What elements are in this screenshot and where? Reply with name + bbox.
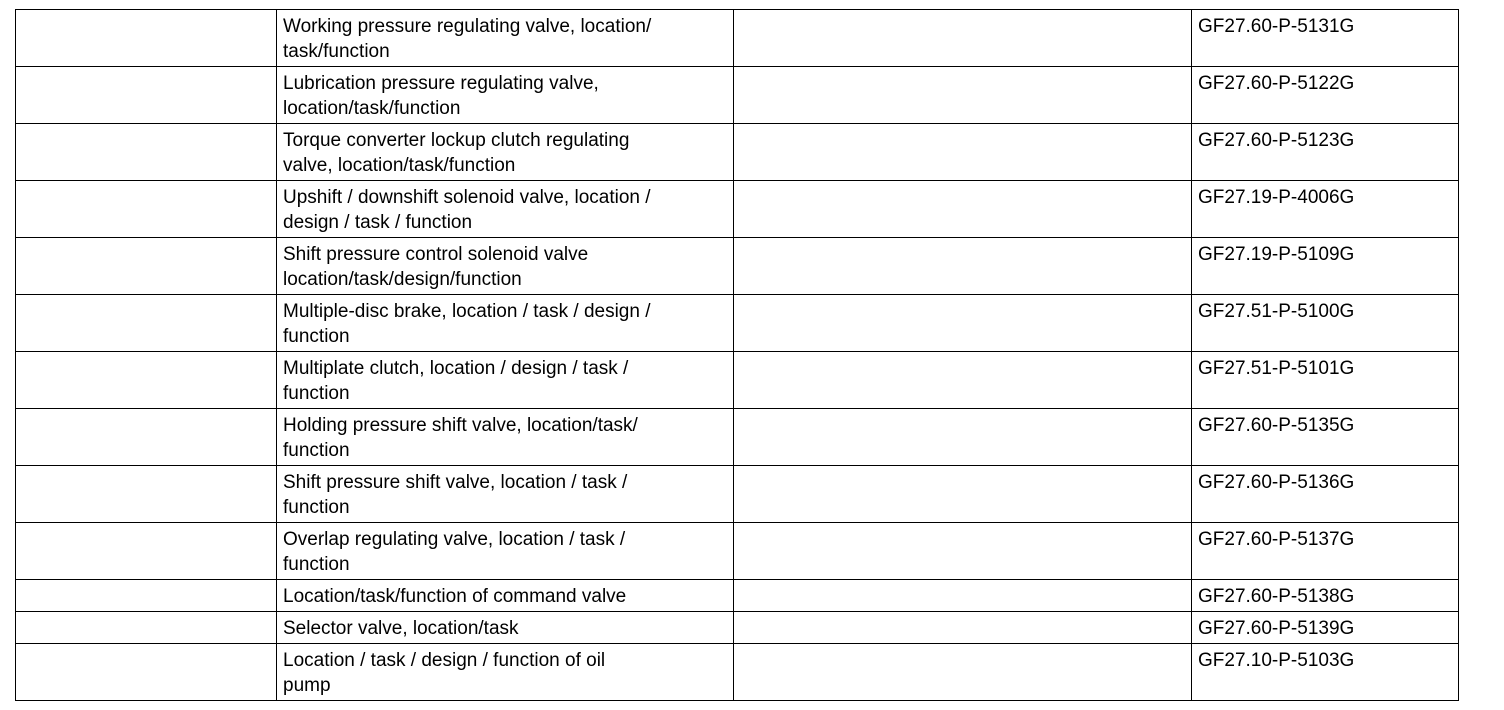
table-row xyxy=(16,466,1459,523)
empty-cell xyxy=(734,10,1192,67)
reference-table xyxy=(15,9,1459,701)
table-row xyxy=(16,238,1459,295)
document-code: GF27.10-P-5103G xyxy=(1192,644,1459,701)
empty-cell xyxy=(16,67,277,124)
document-code: GF27.19-P-4006G xyxy=(1192,181,1459,238)
empty-cell xyxy=(16,295,277,352)
empty-cell xyxy=(734,644,1192,701)
document-title: Selector valve, location/task xyxy=(277,612,734,644)
document-title: Shift pressure control solenoid valve location/task/design/function xyxy=(277,238,734,295)
empty-cell xyxy=(734,124,1192,181)
document-title: Holding pressure shift valve, location/task/ function xyxy=(277,409,734,466)
empty-cell xyxy=(734,238,1192,295)
document-title: Location/task/function of command valve xyxy=(277,580,734,612)
empty-cell xyxy=(16,10,277,67)
empty-cell xyxy=(734,352,1192,409)
document-code: GF27.19-P-5109G xyxy=(1192,238,1459,295)
table-row xyxy=(16,295,1459,352)
table-row xyxy=(16,612,1459,644)
document-code: GF27.60-P-5135G xyxy=(1192,409,1459,466)
empty-cell xyxy=(16,352,277,409)
empty-cell xyxy=(734,409,1192,466)
empty-cell xyxy=(16,124,277,181)
empty-cell xyxy=(16,612,277,644)
empty-cell xyxy=(734,295,1192,352)
empty-cell xyxy=(734,181,1192,238)
empty-cell xyxy=(734,523,1192,580)
document-code: GF27.60-P-5123G xyxy=(1192,124,1459,181)
table-row xyxy=(16,409,1459,466)
document-title: Torque converter lockup clutch regulating valve, location/task/function xyxy=(277,124,734,181)
document-title: Lubrication pressure regulating valve, location/task/function xyxy=(277,67,734,124)
empty-cell xyxy=(734,612,1192,644)
table-row xyxy=(16,124,1459,181)
table-row xyxy=(16,10,1459,67)
table-row xyxy=(16,352,1459,409)
document-code: GF27.51-P-5100G xyxy=(1192,295,1459,352)
document-title: Multiplate clutch, location / design / task / function xyxy=(277,352,734,409)
document-code: GF27.60-P-5139G xyxy=(1192,612,1459,644)
document-code: GF27.51-P-5101G xyxy=(1192,352,1459,409)
empty-cell xyxy=(16,523,277,580)
document-code: GF27.60-P-5137G xyxy=(1192,523,1459,580)
empty-cell xyxy=(16,466,277,523)
document-code: GF27.60-P-5138G xyxy=(1192,580,1459,612)
empty-cell xyxy=(734,67,1192,124)
empty-cell xyxy=(16,644,277,701)
empty-cell xyxy=(16,181,277,238)
table-row xyxy=(16,181,1459,238)
document-title: Shift pressure shift valve, location / task / function xyxy=(277,466,734,523)
document-title: Multiple-disc brake, location / task / design / function xyxy=(277,295,734,352)
table-row xyxy=(16,523,1459,580)
empty-cell xyxy=(16,238,277,295)
empty-cell xyxy=(734,580,1192,612)
document-code: GF27.60-P-5122G xyxy=(1192,67,1459,124)
table-row xyxy=(16,580,1459,612)
table-row xyxy=(16,644,1459,701)
empty-cell xyxy=(16,580,277,612)
document-title: Upshift / downshift solenoid valve, location / design / task / function xyxy=(277,181,734,238)
document-code: GF27.60-P-5131G xyxy=(1192,10,1459,67)
document-title: Location / task / design / function of oil pump xyxy=(277,644,734,701)
table-row xyxy=(16,67,1459,124)
document-code: GF27.60-P-5136G xyxy=(1192,466,1459,523)
empty-cell xyxy=(734,466,1192,523)
document-title: Overlap regulating valve, location / task / function xyxy=(277,523,734,580)
document-title: Working pressure regulating valve, location/ task/function xyxy=(277,10,734,67)
empty-cell xyxy=(16,409,277,466)
